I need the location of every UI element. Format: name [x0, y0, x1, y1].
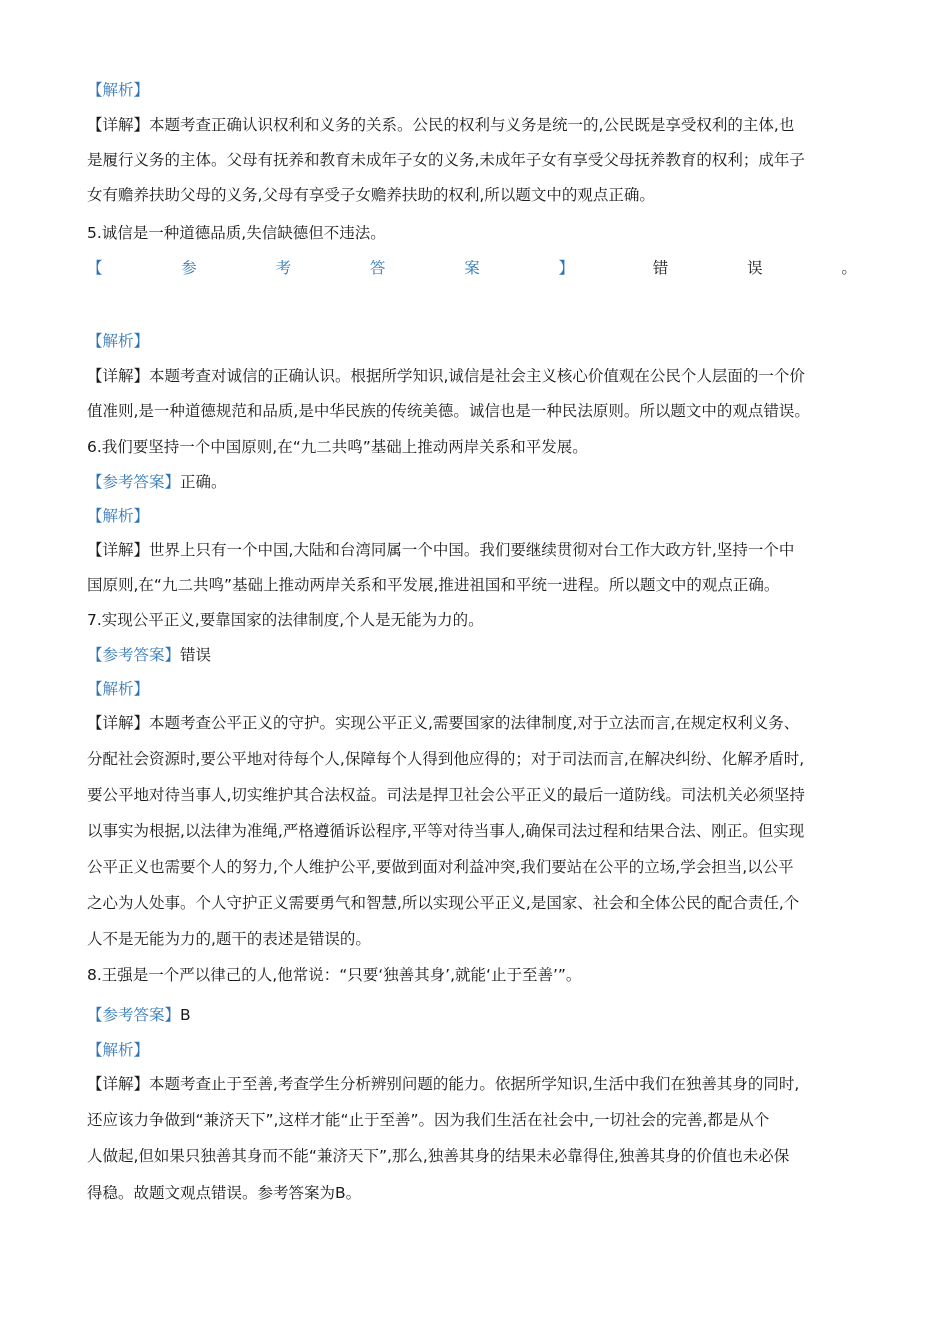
detail-line: 【详解】本题考查止于至善,考查学生分析辨别问题的能力。依据所学知识,生活中我们在独善其身的同时, — [87, 1075, 800, 1093]
answer-line-8 — [87, 1004, 867, 1026]
answer-char: 考 — [275, 259, 292, 277]
answer-char: 错 — [652, 259, 669, 277]
question-5: 5.诚信是一种道德品质,失信缺德但不违法。 — [87, 224, 386, 242]
detail-line: 是履行义务的主体。父母有抚养和教育未成年子女的义务,未成年子女有享受父母抚养教育的权利；成年子 — [87, 151, 805, 169]
detail-line: 女有赡养扶助父母的义务,父母有享受子女赡养扶助的权利,所以题文中的观点正确。 — [87, 186, 655, 204]
detail-line: 分配社会资源时,要公平地对待每个人,保障每个人得到他应得的；对于司法而言,在解决纠纷、化解矛盾时, — [87, 750, 805, 768]
question-7: 7.实现公平正义,要靠国家的法律制度,个人是无能为力的。 — [87, 611, 484, 629]
answer-char: 答 — [369, 259, 386, 277]
detail-line: 【详解】本题考查对诚信的正确认识。根据所学知识,诚信是社会主义核心价值观在公民个人层面的一个价 — [87, 367, 805, 385]
answer-char: 【 — [87, 259, 103, 277]
jiexi-heading-4: 【解析】 — [87, 81, 150, 99]
detail-line: 人不是无能为力的,题干的表述是错误的。 — [87, 930, 371, 948]
jiexi-heading-6: 【解析】 — [87, 507, 150, 525]
jiexi-heading-5: 【解析】 — [87, 332, 150, 350]
detail-line: 之心为人处事。个人守护正义需要勇气和智慧,所以实现公平正义,是国家、社会和全体公民的配合责任,个 — [87, 894, 800, 912]
question-8: 8.王强是一个严以律己的人,他常说：“只要‘独善其身’,就能‘止于至善’”。 — [87, 966, 582, 984]
detail-line: 公平正义也需要个人的努力,个人维护公平,要做到面对利益冲突,我们要站在公平的立场,学会担当,以公平 — [87, 858, 794, 876]
question-6: 6.我们要坚持一个中国原则,在“九二共鸣”基础上推动两岸关系和平发展。 — [87, 438, 588, 456]
detail-line: 值准则,是一种道德规范和品质,是中华民族的传统美德。诚信也是一种民法原则。所以题文中的观点错误。 — [87, 402, 810, 420]
answer-char: 误 — [747, 259, 763, 277]
answer-line-7 — [87, 644, 867, 666]
detail-line: 【详解】本题考查公平正义的守护。实现公平正义,需要国家的法律制度,对于立法而言,在规定权利义务、 — [87, 714, 800, 732]
detail-line: 国原则,在“九二共鸣”基础上推动两岸关系和平发展,推进祖国和平统一进程。所以题文中的观点正确。 — [87, 576, 780, 594]
detail-line: 人做起,但如果只独善其身而不能“兼济天下”,那么,独善其身的结果未必靠得住,独善其身的价值也未必保 — [87, 1147, 790, 1165]
answer-line-5 — [87, 257, 857, 279]
jiexi-heading-8: 【解析】 — [87, 1041, 150, 1059]
detail-line: 还应该力争做到“兼济天下”,这样才能“止于至善”。因为我们生活在社会中,一切社会的完善,都是从个 — [87, 1111, 770, 1129]
answer-char: 参 — [181, 259, 197, 277]
answer-text: 正确。 — [180, 473, 227, 491]
detail-line: 要公平地对待当事人,切实维护其合法权益。司法是捍卫社会公平正义的最后一道防线。司法机关必须坚持 — [87, 786, 805, 804]
answer-text: 错误 — [180, 646, 212, 664]
detail-line: 【详解】世界上只有一个中国,大陆和台湾同属一个中国。我们要继续贯彻对台工作大政方针,坚持一个中 — [87, 541, 795, 559]
answer-tag: 【参考答案】 — [87, 646, 181, 664]
detail-line: 【详解】本题考查正确认识权利和义务的关系。公民的权利与义务是统一的,公民既是享受权利的主体,也 — [87, 116, 795, 134]
jiexi-heading-7: 【解析】 — [87, 680, 150, 698]
answer-line-6 — [87, 471, 867, 493]
answer-char: 案 — [464, 259, 480, 277]
detail-line: 以事实为根据,以法律为准绳,严格遵循诉讼程序,平等对待当事人,确保司法过程和结果合法、刚正。但实现 — [87, 822, 805, 840]
answer-tag: 【参考答案】 — [87, 473, 181, 491]
answer-text: B — [180, 1006, 191, 1024]
detail-line: 得稳。故题文观点错误。参考答案为B。 — [87, 1184, 362, 1202]
answer-char: 】 — [558, 259, 574, 277]
answer-char: 。 — [841, 259, 857, 277]
answer-tag: 【参考答案】 — [87, 1006, 181, 1024]
